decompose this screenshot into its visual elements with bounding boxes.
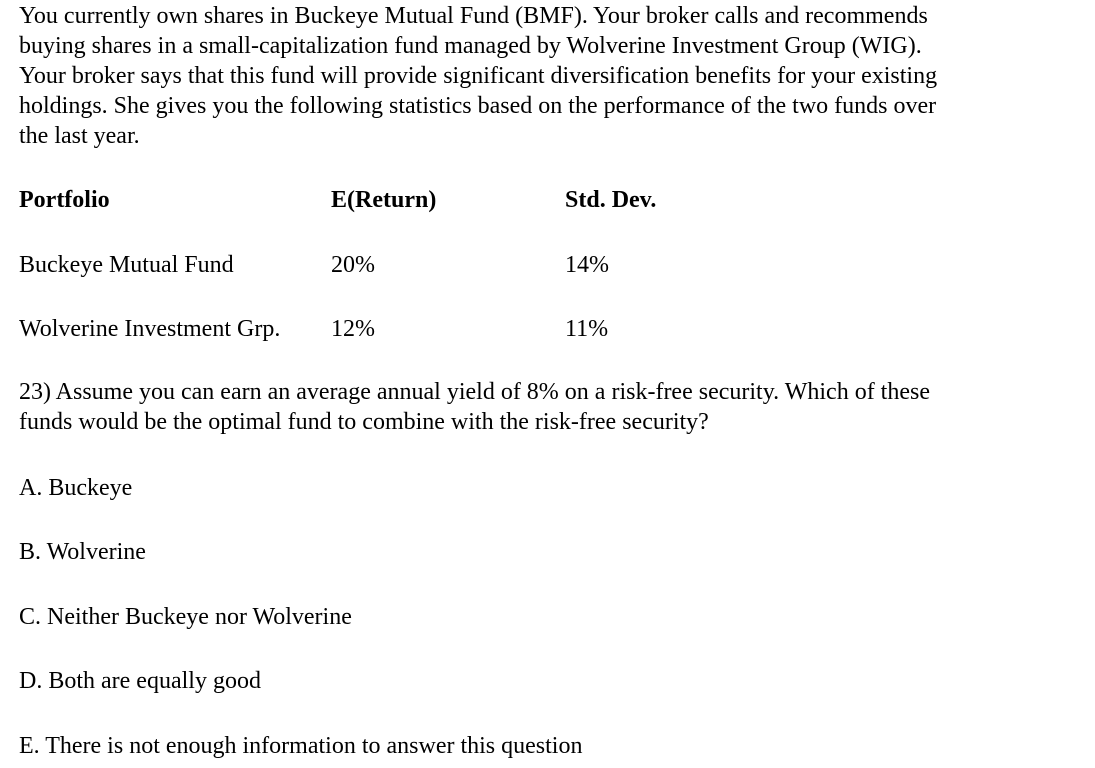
answer-option-a: A. Buckeye <box>19 475 133 501</box>
intro-paragraph <box>19 1 1079 151</box>
fund-std-dev: 14% <box>565 252 609 278</box>
question-text <box>19 377 1079 437</box>
intro-line: holdings. She gives you the following statistics based on the performance of the two funds over <box>19 93 937 119</box>
header-std-dev: Std. Dev. <box>565 187 657 213</box>
table-row <box>0 250 1095 280</box>
answer-option-e: E. There is not enough information to answer this question <box>19 733 583 759</box>
intro-line: You currently own shares in Buckeye Mutual Fund (BMF). Your broker calls and recommends <box>19 3 928 29</box>
intro-line: Your broker says that this fund will provide significant diversification benefits for your existing <box>19 63 938 89</box>
table-header-row <box>0 185 1095 215</box>
fund-std-dev: 11% <box>565 316 609 342</box>
header-expected-return: E(Return) <box>331 187 437 213</box>
question-line: funds would be the optimal fund to combine with the risk-free security? <box>19 409 709 435</box>
header-portfolio: Portfolio <box>19 187 110 213</box>
intro-line: buying shares in a small-capitalization fund managed by Wolverine Investment Group (WIG). <box>19 33 922 59</box>
table-row <box>0 314 1095 344</box>
fund-return: 20% <box>331 252 375 278</box>
fund-name: Buckeye Mutual Fund <box>19 252 234 278</box>
answer-option-b: B. Wolverine <box>19 539 146 565</box>
question-line: 23) Assume you can earn an average annual yield of 8% on a risk-free security. Which of these <box>19 379 930 405</box>
answer-option-d: D. Both are equally good <box>19 668 261 694</box>
fund-return: 12% <box>331 316 375 342</box>
fund-name: Wolverine Investment Grp. <box>19 316 281 342</box>
intro-line: the last year. <box>19 123 140 149</box>
answer-option-c: C. Neither Buckeye nor Wolverine <box>19 604 352 630</box>
